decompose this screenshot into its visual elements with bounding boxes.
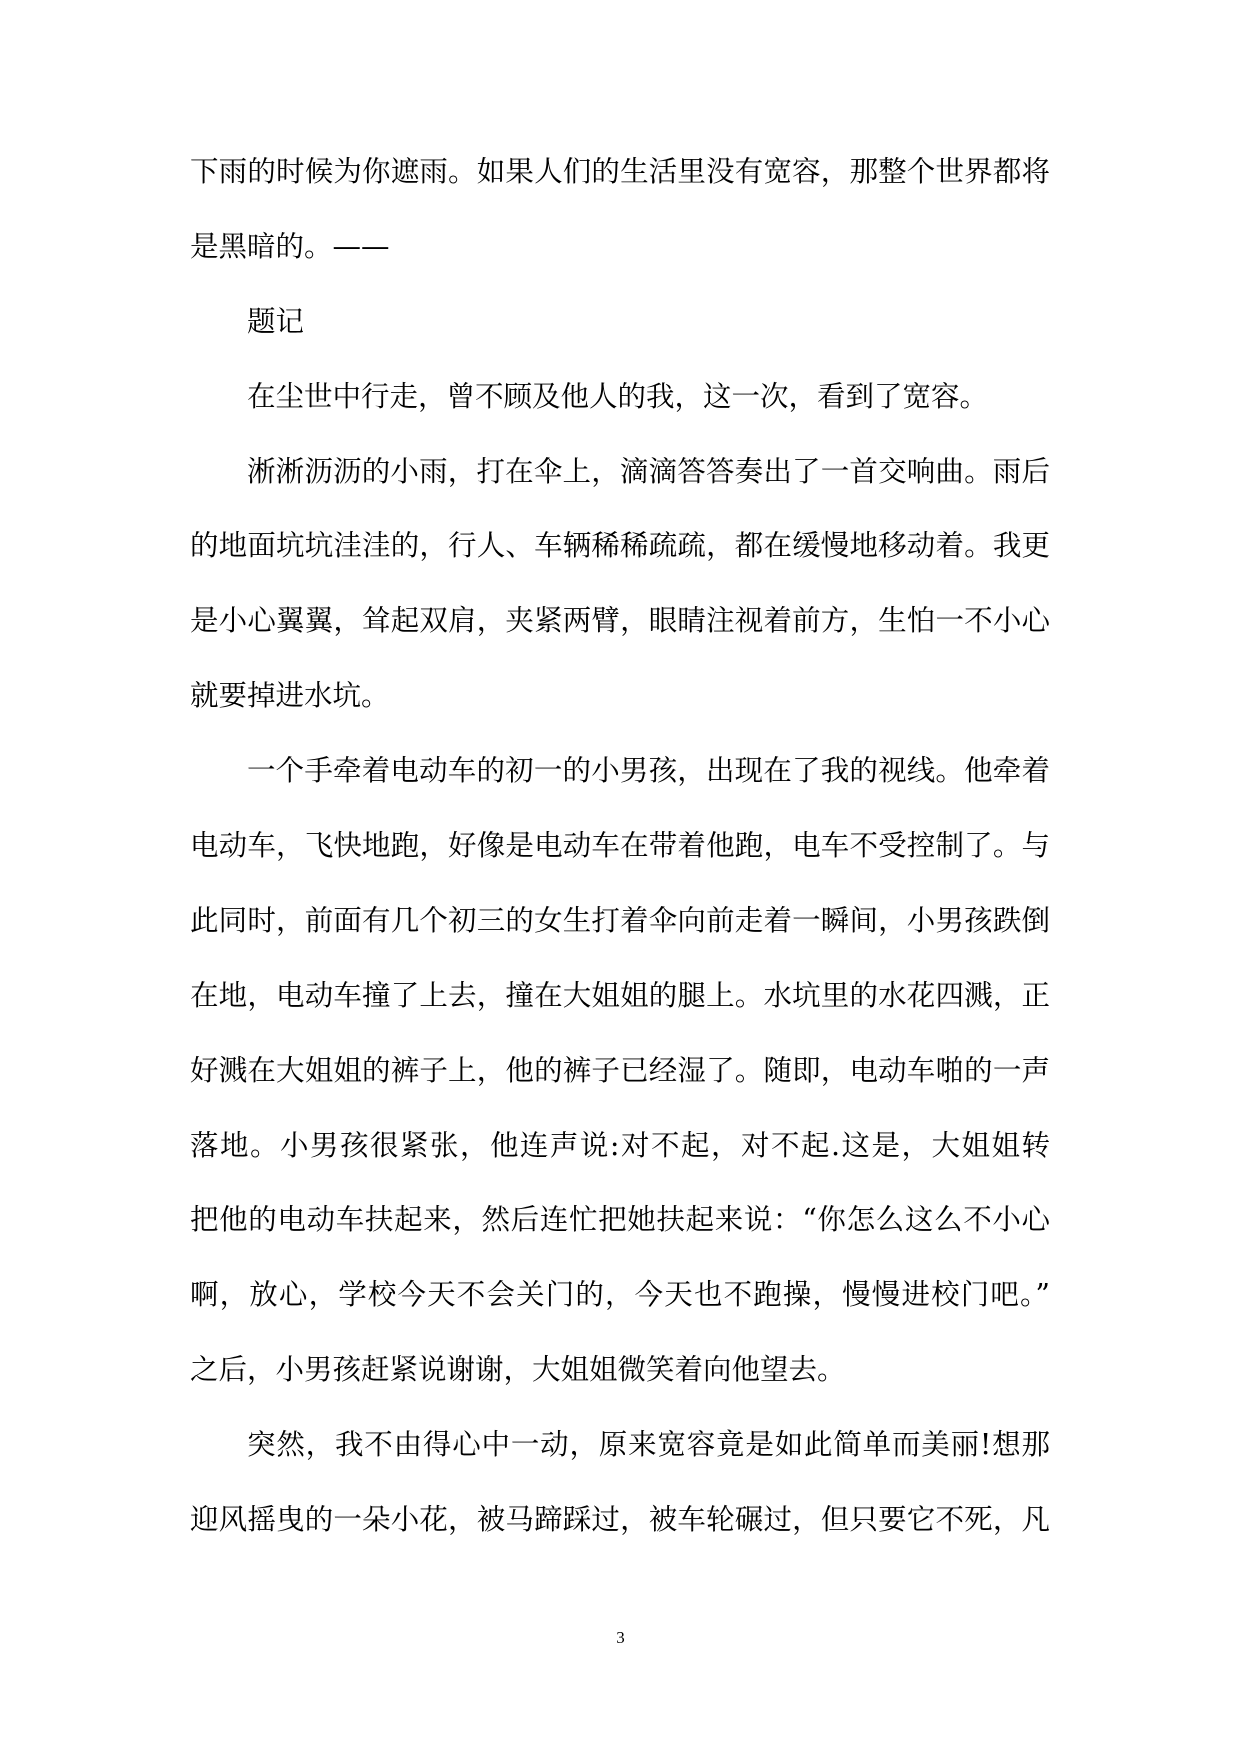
text-line: 的地面坑坑洼洼的，行人、车辆稀稀疏疏，都在缓慢地移动着。我更 — [190, 529, 1050, 563]
epigraph-label — [190, 285, 1050, 360]
text-line: 落地。小男孩很紧张，他连声说:对不起，对不起.这是，大姐姐转 — [190, 1128, 1050, 1162]
text-line: 突然，我不由得心中一动，原来宽容竟是如此简单而美丽!想那 — [247, 1428, 1050, 1462]
paragraph — [190, 734, 1050, 1408]
paragraph — [190, 135, 1050, 285]
paragraph — [190, 435, 1050, 735]
text-line: 一个手牵着电动车的初一的小男孩，出现在了我的视线。他牵着 — [247, 754, 1050, 788]
text-line: 此同时，前面有几个初三的女生打着伞向前走着一瞬间，小男孩跌倒 — [190, 903, 1050, 937]
text-line: 啊，放心，学校今天不会关门的，今天也不跑操，慢慢进校门吧。” — [190, 1278, 1050, 1312]
paragraph — [190, 1408, 1050, 1558]
text-line: 是小心翼翼，耸起双肩，夹紧两臂，眼睛注视着前方，生怕一不小心 — [190, 604, 1050, 638]
text-line: 在尘世中行走，曾不顾及他人的我，这一次，看到了宽容。 — [247, 379, 989, 413]
text-line: 之后，小男孩赶紧说谢谢，大姐姐微笑着向他望去。 — [190, 1353, 846, 1387]
text-line: 淅淅沥沥的小雨，打在伞上，滴滴答答奏出了一首交响曲。雨后 — [247, 454, 1050, 488]
document-body — [190, 135, 1050, 1558]
page-number: 3 — [616, 1628, 625, 1647]
text-line: 题记 — [247, 304, 305, 338]
text-line: 迎风摇曳的一朵小花，被马蹄踩过，被车轮碾过，但只要它不死，凡 — [190, 1503, 1050, 1537]
text-line: 好溅在大姐姐的裤子上，他的裤子已经湿了。随即，电动车啪的一声 — [190, 1053, 1050, 1087]
text-line: 下雨的时候为你遮雨。如果人们的生活里没有宽容，那整个世界都将 — [190, 155, 1050, 188]
text-line: 是黑暗的。—— — [190, 229, 390, 263]
text-line: 就要掉进水坑。 — [190, 679, 390, 713]
paragraph — [190, 360, 1050, 435]
text-line: 电动车，飞快地跑，好像是电动车在带着他跑，电车不受控制了。与 — [190, 829, 1050, 863]
text-line: 把他的电动车扶起来，然后连忙把她扶起来说：“你怎么这么不小心 — [190, 1203, 1050, 1237]
text-line: 在地，电动车撞了上去，撞在大姐姐的腿上。水坑里的水花四溅，正 — [190, 978, 1050, 1012]
